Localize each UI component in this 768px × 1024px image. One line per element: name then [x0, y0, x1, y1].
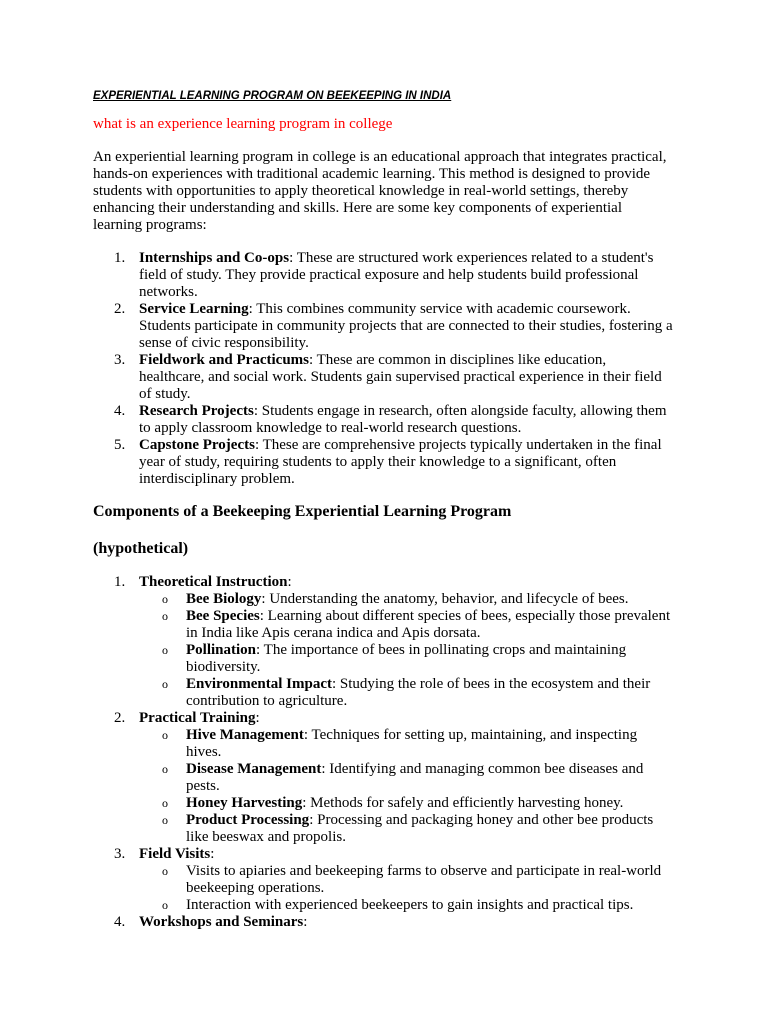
item-text: : These are comprehensive projects typically undertaken in the final year of study, requiring students to apply their knowledge to a significant, often interdisciplinary problem.: [139, 437, 662, 487]
list-item: [93, 710, 673, 846]
item-text: : The importance of bees in pollinating crops and maintaining biodiversity.: [186, 642, 627, 675]
bullet-icon: o: [162, 898, 168, 912]
item-text: : Studying the role of bees in the ecosystem and their contribution to agriculture.: [186, 676, 651, 709]
item-text: : Techniques for setting up, maintaining, and inspecting hives.: [186, 727, 638, 760]
sub-list: [139, 863, 673, 914]
item-term: Hive Management: [186, 727, 304, 743]
list-number: 3.: [114, 846, 126, 862]
item-term: Environmental Impact: [186, 676, 332, 692]
item-text: : This combines community service with academic coursework. Students participate in community projects that are connected to their studies, fostering a sense of civic responsibility.: [139, 301, 673, 351]
item-text: : These are common in disciplines like education, healthcare, and social work. Students gain supervised practical experience in their field of study.: [139, 352, 662, 402]
item-term: Capstone Projects: [139, 437, 255, 453]
item-term: Service Learning: [139, 301, 249, 317]
key-components-list: [93, 250, 673, 488]
item-term: Product Processing: [186, 812, 310, 828]
bullet-icon: o: [162, 609, 168, 623]
item-term: Practical Training: [139, 710, 256, 726]
bullet-icon: o: [162, 864, 168, 878]
list-number: 2.: [114, 710, 126, 726]
list-item: [93, 437, 673, 488]
list-number: 4.: [114, 403, 126, 419]
sub-list-item: [139, 642, 673, 676]
item-text: : Methods for safely and efficiently harvesting honey.: [302, 795, 624, 811]
item-term: Fieldwork and Practicums: [139, 352, 309, 368]
item-term: Workshops and Seminars: [139, 914, 304, 930]
list-number: 1.: [114, 250, 126, 266]
bullet-icon: o: [162, 813, 168, 827]
sub-list-item: [139, 676, 673, 710]
list-number: 4.: [114, 914, 126, 930]
list-item: [93, 574, 673, 710]
sub-list-item: [139, 812, 673, 846]
sub-list: [139, 591, 673, 710]
document-title: EXPERIENTIAL LEARNING PROGRAM ON BEEKEEPING IN INDIA: [93, 90, 452, 102]
item-text: : Learning about different species of bees, especially those prevalent in India like Apis cerana indica and Apis dorsata.: [186, 608, 671, 641]
item-text: : Understanding the anatomy, behavior, and lifecycle of bees.: [261, 591, 629, 607]
list-number: 2.: [114, 301, 126, 317]
item-term: Field Visits: [139, 846, 211, 862]
item-text: : Students engage in research, often alongside faculty, allowing them to apply classroom knowledge to real-world research questions.: [139, 403, 667, 436]
list-item: [93, 352, 673, 403]
sub-list-item: [139, 761, 673, 795]
item-text: Visits to apiaries and beekeeping farms to observe and participate in real-world beekeeping operations.: [186, 863, 662, 896]
item-text: Interaction with experienced beekeepers to gain insights and practical tips.: [186, 897, 634, 913]
item-term: Bee Biology: [186, 591, 262, 607]
bullet-icon: o: [162, 643, 168, 657]
sub-list-item: [139, 795, 673, 812]
question-line: what is an experience learning program in college: [93, 116, 393, 132]
item-text: :: [303, 914, 308, 930]
beekeeping-components-list: [93, 574, 673, 931]
list-item: [93, 301, 673, 352]
section-heading: Components of a Beekeeping Experiential Learning Program: [93, 503, 512, 520]
item-text: :: [287, 574, 292, 590]
sub-list: [139, 727, 673, 846]
list-number: 1.: [114, 574, 126, 590]
section-heading-subtitle: (hypothetical): [93, 540, 189, 557]
list-number: 5.: [114, 437, 126, 453]
item-term: Bee Species: [186, 608, 260, 624]
sub-list-item: [139, 591, 673, 608]
list-item: [93, 403, 673, 437]
list-number: 3.: [114, 352, 126, 368]
item-term: Pollination: [186, 642, 257, 658]
list-item: [93, 250, 673, 301]
sub-list-item: [139, 727, 673, 761]
sub-list-item: [139, 897, 673, 914]
intro-paragraph: An experiential learning program in college is an educational approach that integrates practical, hands-on experiences with traditional academic learning. This method is designed to provide students with opportunities to apply theoretical knowledge in real-world settings, thereby enhancing their understanding and skills. Here are some key components of experiential learning programs:: [93, 149, 667, 233]
item-term: Honey Harvesting: [186, 795, 303, 811]
item-text: : These are structured work experiences related to a student's field of study. They provide practical exposure and help students build professional networks.: [139, 250, 654, 300]
bullet-icon: o: [162, 728, 168, 742]
bullet-icon: o: [162, 592, 168, 606]
item-term: Theoretical Instruction: [139, 574, 288, 590]
bullet-icon: o: [162, 762, 168, 776]
item-term: Internships and Co-ops: [139, 250, 290, 266]
list-item: [93, 914, 673, 931]
sub-list-item: [139, 863, 673, 897]
item-text: : Processing and packaging honey and other bee products like beeswax and propolis.: [186, 812, 654, 845]
item-term: Research Projects: [139, 403, 254, 419]
bullet-icon: o: [162, 677, 168, 691]
item-text: : Identifying and managing common bee diseases and pests.: [186, 761, 644, 794]
sub-list-item: [139, 608, 673, 642]
bullet-icon: o: [162, 796, 168, 810]
item-text: :: [255, 710, 260, 726]
list-item: [93, 846, 673, 914]
item-term: Disease Management: [186, 761, 322, 777]
item-text: :: [210, 846, 215, 862]
